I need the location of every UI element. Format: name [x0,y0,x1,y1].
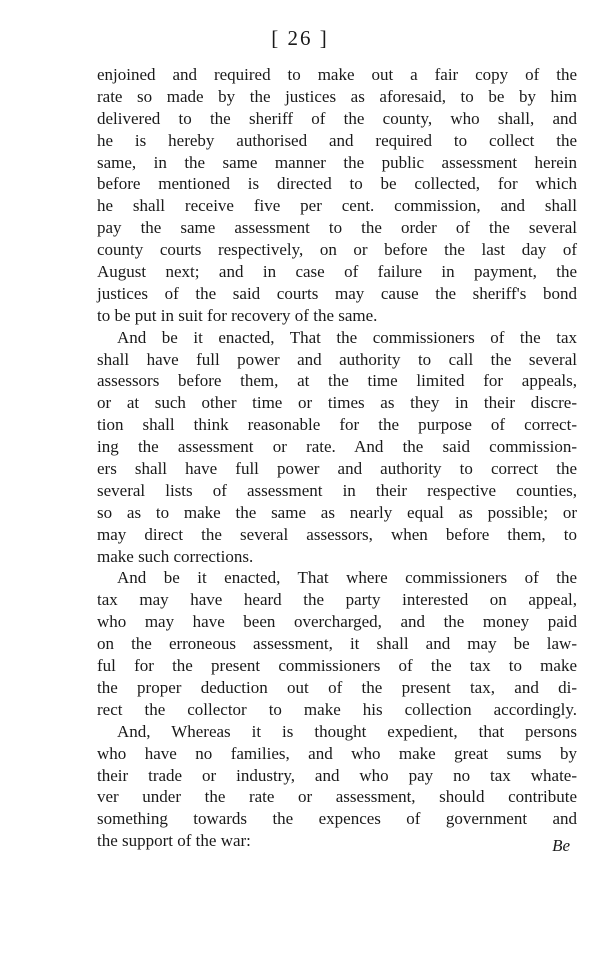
text-line: their trade or industry, and who pay no tax whate- [97,765,577,785]
text-line: something towards the expences of government and [97,809,577,829]
text-line: tion shall think reasonable for the purpose of correct- [97,415,577,435]
text-line: the support of the war: [97,831,251,851]
text-line: he is hereby authorised and required to collect the [97,130,577,150]
catchword: Be [552,836,570,855]
text-line: so as to make the same as nearly equal as possible; or [97,502,577,522]
text-line: or at such other time or times as they in their discre- [97,393,577,413]
text-line: ver under the rate or assessment, should contribute [97,787,577,807]
text-line: ers shall have full power and authority to correct the [97,459,577,479]
text-line: to be put in suit for recovery of the same. [97,305,378,325]
text-line: he shall receive five per cent. commission, and shall [97,196,577,216]
text-line: And, Whereas it is thought expedient, that persons [117,721,577,741]
text-line: tax may have heard the party interested on appeal, [97,590,577,610]
text-line: who have no families, and who make great sums by [97,743,577,763]
text-line: And be it enacted, That where commissioners of the [117,568,577,588]
text-line: assessors before them, at the time limited for appeals, [97,371,577,391]
text-line: ing the assessment or rate. And the said commission- [97,437,577,457]
text-line: may direct the several assessors, when before them, to [97,524,577,544]
text-line: the proper deduction out of the present tax, and di- [97,677,577,697]
text-line: rate so made by the justices as aforesaid, to be by him [97,86,577,106]
text-line: same, in the same manner the public assessment herein [97,152,577,172]
text-line: county courts respectively, on or before the last day of [97,240,577,260]
text-line: enjoined and required to make out a fair copy of the [97,65,577,84]
text-line: before mentioned is directed to be collected, for which [97,174,577,194]
text-line: justices of the said courts may cause the sheriff's bond [97,283,577,303]
page-number: [ 26 ] [271,26,329,50]
text-line: who may have been overcharged, and the money paid [97,612,577,632]
text-line: shall have full power and authority to call the several [97,349,577,369]
text-line: several lists of assessment in their respective counties, [97,480,577,500]
text-line: delivered to the sheriff of the county, who shall, and [97,108,577,128]
text-line: ful for the present commissioners of the tax to make [97,656,577,676]
text-line: rect the collector to make his collection accordingly. [97,699,577,719]
text-line: August next; and in case of failure in payment, the [97,262,577,282]
body-text [97,64,577,852]
text-line: on the erroneous assessment, it shall and may be law- [97,634,577,654]
text-line: And be it enacted, That the commissioners of the tax [117,327,577,347]
text-line: make such corrections. [97,546,254,566]
text-line: pay the same assessment to the order of the several [97,218,577,238]
